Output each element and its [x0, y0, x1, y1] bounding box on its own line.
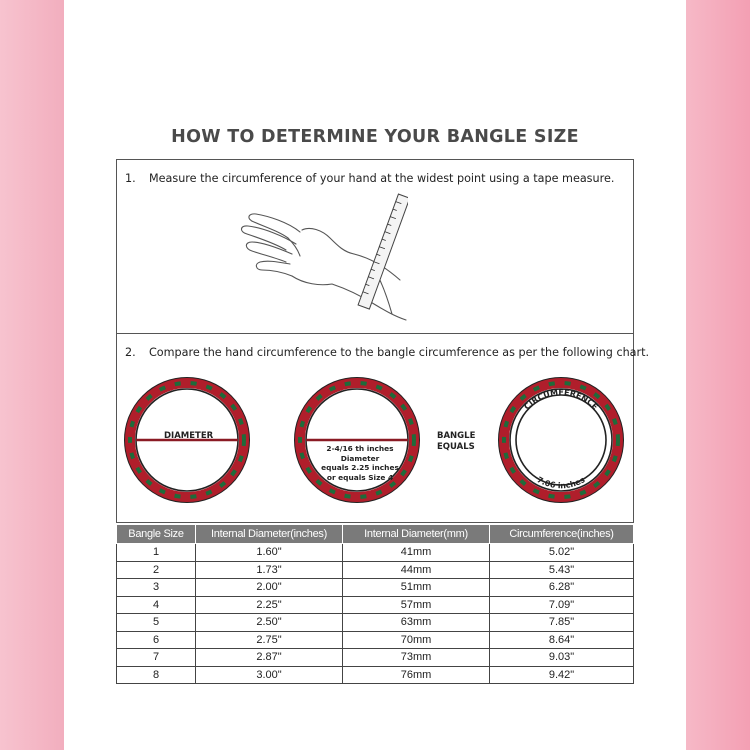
table-cell: 57mm — [343, 596, 490, 614]
table-cell: 63mm — [343, 614, 490, 632]
table-cell: 44mm — [343, 561, 490, 579]
table-cell: 5 — [117, 614, 196, 632]
page-title: HOW TO DETERMINE YOUR BANGLE SIZE — [171, 127, 579, 147]
table-row — [117, 631, 634, 649]
circumference-value: 7.06 inches — [535, 475, 587, 491]
table-cell: 2 — [117, 561, 196, 579]
table-cell: 5.02" — [490, 544, 634, 562]
table-cell: 8.64" — [490, 631, 634, 649]
table-row — [117, 596, 634, 614]
table-cell: 41mm — [343, 544, 490, 562]
bangle-equals-label — [437, 431, 475, 453]
table-cell: 1.60" — [196, 544, 343, 562]
table-cell: 51mm — [343, 579, 490, 597]
step-2-instruction: Compare the hand circumference to the bangle circumference as per the following chart. — [149, 346, 650, 359]
table-row — [117, 649, 634, 667]
table-cell: 70mm — [343, 631, 490, 649]
bangle-size-table — [116, 524, 634, 684]
table-body — [117, 544, 634, 684]
step-1-instruction: Measure the circumference of your hand at the widest point using a tape measure. — [149, 172, 615, 185]
table-row — [117, 561, 634, 579]
column-header-diameter-mm: Internal Diameter(mm) — [343, 525, 490, 544]
table-cell: 9.03" — [490, 649, 634, 667]
table-row — [117, 579, 634, 597]
table-row — [117, 614, 634, 632]
table-cell: 3 — [117, 579, 196, 597]
table-cell: 73mm — [343, 649, 490, 667]
step-1-text — [125, 172, 614, 185]
bangle-equals-line-2: EQUALS — [437, 442, 475, 452]
table-cell: 7.09" — [490, 596, 634, 614]
hand-tape-measure-illustration — [228, 192, 408, 327]
column-header-diameter-inches: Internal Diameter(inches) — [196, 525, 343, 544]
table-cell: 2.25" — [196, 596, 343, 614]
bangle-equals-line-1: BANGLE — [437, 431, 476, 441]
step-2-number: 2. — [125, 346, 136, 359]
table-cell: 1 — [117, 544, 196, 562]
table-cell: 9.42" — [490, 666, 634, 684]
diameter-label: DIAMETER — [164, 431, 214, 441]
table-cell: 3.00" — [196, 666, 343, 684]
table-cell: 7 — [117, 649, 196, 667]
column-header-circumference: Circumference(inches) — [490, 525, 634, 544]
table-cell: 2.87" — [196, 649, 343, 667]
table-header-row — [117, 525, 634, 544]
middle-ring-note — [306, 444, 414, 482]
bangle-rings-diagram — [116, 370, 636, 515]
table-cell: 8 — [117, 666, 196, 684]
ring-3 — [499, 378, 623, 502]
table-cell: 5.43" — [490, 561, 634, 579]
table-cell: 4 — [117, 596, 196, 614]
column-header-size: Bangle Size — [117, 525, 196, 544]
middle-note-line-1: 2-4/16 th inches Diameter — [326, 444, 394, 463]
table-cell: 2.50" — [196, 614, 343, 632]
ring-2 — [295, 378, 419, 502]
circumference-label: CIRCUMFERENCE — [522, 387, 600, 412]
middle-note-line-2: equals 2.25 inches — [321, 463, 399, 472]
table-cell: 7.85" — [490, 614, 634, 632]
table-cell: 6 — [117, 631, 196, 649]
table-row — [117, 666, 634, 684]
table-cell: 2.00" — [196, 579, 343, 597]
step-1-number: 1. — [125, 172, 136, 185]
table-cell: 6.28" — [490, 579, 634, 597]
table-cell: 76mm — [343, 666, 490, 684]
step-2-text — [125, 346, 649, 359]
table-cell: 1.73" — [196, 561, 343, 579]
table-row — [117, 544, 634, 562]
middle-note-line-3: or equals Size 4 — [326, 472, 394, 482]
table-cell: 2.75" — [196, 631, 343, 649]
